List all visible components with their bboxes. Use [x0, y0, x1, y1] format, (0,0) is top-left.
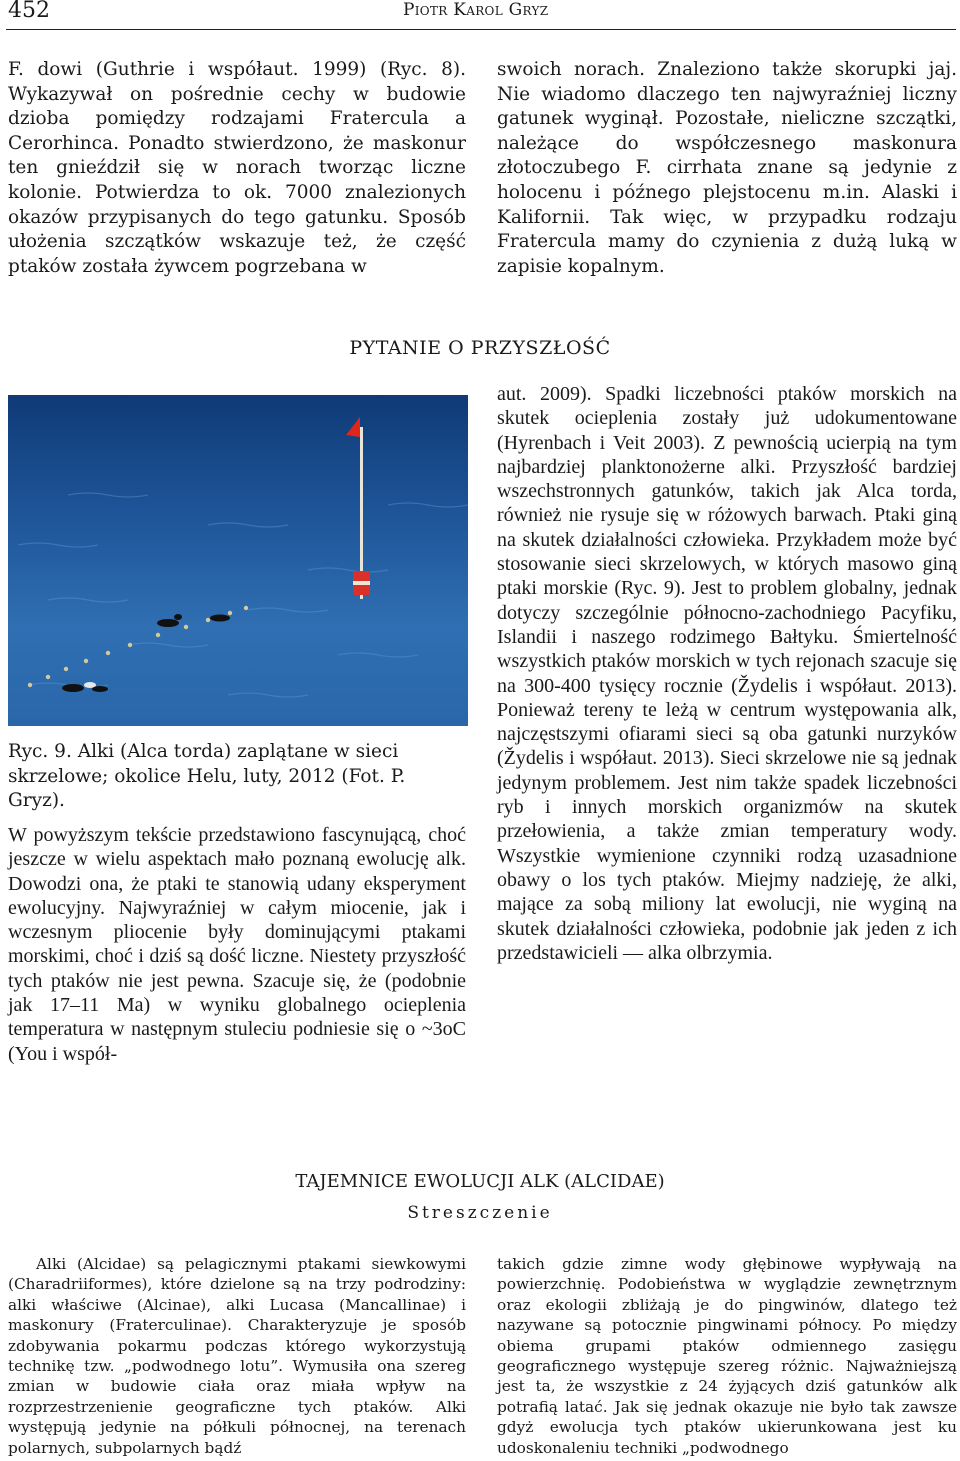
- figure-photo: [8, 395, 468, 726]
- running-head: Piotr Karol Gryz: [403, 0, 549, 20]
- section1-left-column: F. dowi (Guthrie i współaut. 1999) (Ryc. 8). Wykazywał on pośrednie cechy w budowie dzioba pomiędzy rodzajami Fratercula a Cerorhinca. Ponadto stwierdzono, że maskonur ten gnieździł się w norach tworząc liczne kolonie. Potwierdza to ok. 7000 znalezionych okazów przypisanych do tego gatunku. Sposób ułożenia szczątków wskazuje też, że część ptaków została żywcem pogrzebana w: [8, 59, 466, 277]
- header-rule: [6, 29, 956, 30]
- section-heading: PYTANIE O PRZYSZŁOŚĆ: [349, 337, 611, 359]
- abstract-title: TAJEMNICE EWOLUCJI ALK (ALCIDAE): [295, 1171, 665, 1192]
- section2-right-column: aut. 2009). Spadki liczebności ptaków morskich na skutek ocieplenia zostały już udokumentowane (Hyrenbach i Veit 2003). Z pewnością ucierpią na tym najbardziej planktonożerne alki. Przyszłość bardziej wszechstronnych gatunków, takich jak Alca torda, również nie rysuje się w różowych barwach. Ptaki giną na skutek działalności człowieka. Przykładem może być stosowanie sieci skrzelowych, w których masowo giną ptaki morskie (Ryc. 9). Jest to problem globalny, jednak dotyczy szczególnie północno-zachodniego Pacyfiku, Islandii i naszego rodzimego Bałtyku. Śmiertelność wszystkich ptaków morskich w tych rejonach szacuje się na 300-400 tysięcy rocznie (Žydelis i współaut. 2013). Ponieważ tereny te leżą w centrum występowania alk, najczęstszymi ofiarami sieci są oba gatunki nurzyków (Žydelis i współaut. 2013). Sieci skrzelowe nie są jednak jedynym problemem. Jest nim także spadek liczebności ryb i innych morskich organizmów na skutek przełowienia, a także zmian temperatury wody. Wszystkie wymienione czynniki rodzą uzasadnione obawy o los tych ptaków. Miejmy nadzieję, że alki, mające za sobą miliony lat ewolucji, nie wyginą na skutek działalności człowieka, podobnie jak jeden z ich przedstawicieli — alka olbrzymia.: [497, 383, 957, 964]
- sea-photo: [8, 395, 468, 726]
- page-number: 452: [8, 0, 50, 23]
- section1-right-column: swoich norach. Znaleziono także skorupki jaj. Nie wiadomo dlaczego ten najwyraźniej liczny gatunek wyginął. Pozostałe, nieliczne szczątki, należące do współczesnego maskonura złotoczubego F. cirrhata znane są jedynie z holocenu i późnego plejstocenu m.in. Alaski i Kalifornii. Tak więc, w przypadku rodzaju Fratercula mamy do czynienia z dużą luką w zapisie kopalnym.: [497, 59, 957, 277]
- figure-caption: Ryc. 9. Alki (Alca torda) zaplątane w sieci skrzelowe; okolice Helu, luty, 2012 (Fot. P. Gryz).: [8, 741, 406, 812]
- abstract-left-column: Alki (Alcidae) są pelagicznymi ptakami siewkowymi (Charadriiformes), które dzielone są na trzy podrodziny: alki właściwe (Alcinae), alki Lucasa (Mancallinae) i maskonury (Fraterculinae). Charakteryzuje je sposób zdobywania pokarmu podczas którego wykorzystują technikę tzw. „podwodnego lotu”. Wymusiła ona szereg zmian w budowie ciała oraz miała wpływ na rozprzestrzenienie geograficzne tych ptaków. Alki występują jedynie na półkuli północnej, na terenach polarnych, subpolarnych bądź: [8, 1255, 466, 1457]
- abstract-right-column: takich gdzie zimne wody głębinowe wypływają na powierzchnię. Podobieństwa w wyglądzie zewnętrznym oraz ekologii zbliżają je do pingwinów, dlatego też nazywane są potocznie pingwinami północy. Po między obiema grupami ptaków odmiennego zasięgu geograficznego występuje szereg różnic. Najważniejszą jest ta, że wszystkie z 24 żyjących dziś gatunków alk potrafią latać. Jak się jednak okazuje nie było tak zawsze gdyż ewolucja tych ptaków ukierunkowana jest ku udoskonaleniu techniki „podwodnego: [497, 1255, 957, 1457]
- abstract-subtitle: Streszczenie: [407, 1203, 553, 1223]
- section2-left-column: W powyższym tekście przedstawiono fascynującą, choć jeszcze w wielu aspektach mało poznaną ewolucję alk. Dowodzi ona, że ptaki te stanowią udany eksperyment ewolucyjny. Najwyraźniej w całym miocenie, jak i wczesnym pliocenie były dominującymi ptakami morskimi, choć i dziś są dość liczne. Niestety przyszłość tych ptaków nie jest pewna. Szacuje się, że (podobnie jak 17–11 Ma) w wyniku globalnego ocieplenia temperatura w następnym stuleciu podniesie się o ~3oC (You i współ-: [8, 824, 466, 1065]
- sea-background: [8, 395, 468, 726]
